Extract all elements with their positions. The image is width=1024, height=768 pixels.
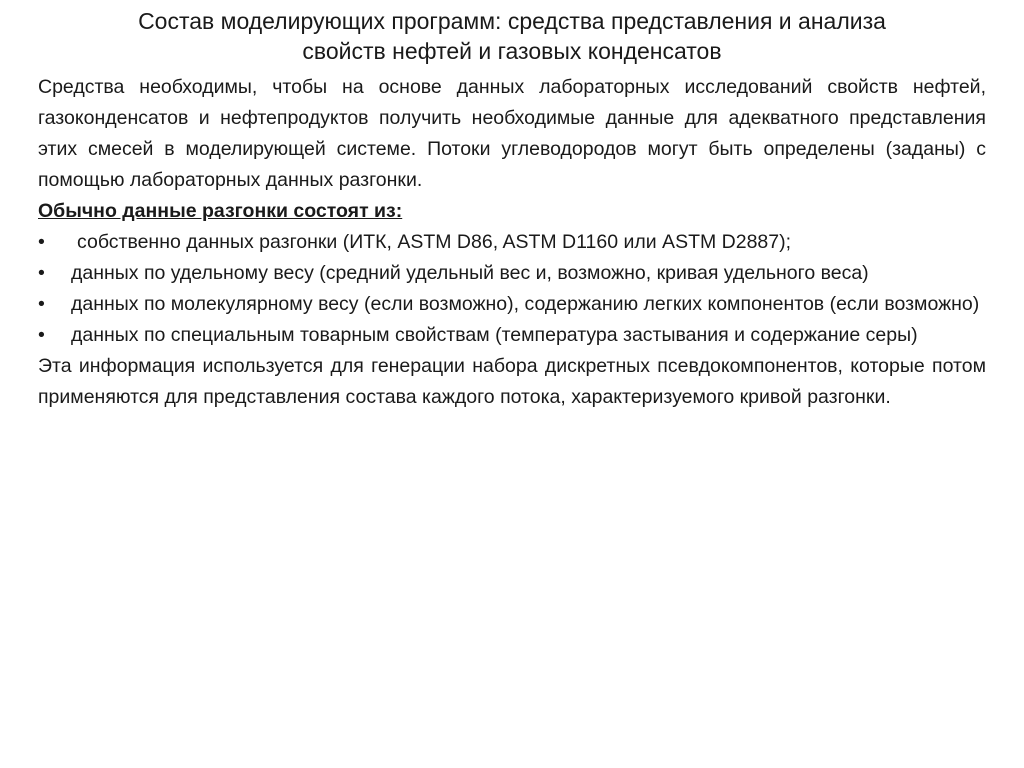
bullet-text: данных по молекулярному весу (если возможно), содержанию легких компонентов (если возможно) <box>71 293 980 315</box>
list-item <box>38 258 986 289</box>
bullet-icon: • <box>38 231 45 253</box>
bullet-list <box>38 227 986 351</box>
intro-paragraph: Средства необходимы, чтобы на основе данных лабораторных исследований свойств нефтей, газоконденсатов и нефтепродуктов получить необходимые данные для адекватного представления этих смесей в моделирующей системе. Потоки углеводородов могут быть определены (заданы) с помощью лабораторных данных разгонки. <box>38 76 986 191</box>
list-item <box>38 289 986 320</box>
bullet-text: данных по специальным товарным свойствам (температура застывания и содержание серы) <box>71 324 918 346</box>
slide-content <box>38 6 986 413</box>
bullet-text: данных по удельному весу (средний удельный вес и, возможно, кривая удельного веса) <box>71 262 869 284</box>
list-item <box>38 227 986 258</box>
slide-title <box>38 6 986 66</box>
list-item <box>38 320 986 351</box>
conclusion-paragraph: Эта информация используется для генерации набора дискретных псевдокомпонентов, которые потом применяются для представления состава каждого потока, характеризуемого кривой разгонки. <box>38 355 986 408</box>
slide-title-line-1: Состав моделирующих программ: средства представления и анализа <box>138 8 886 34</box>
bullet-text: собственно данных разгонки (ИТК, ASTM D86, ASTM D1160 или ASTM D2887); <box>77 231 792 253</box>
bullet-icon: • <box>38 293 45 315</box>
bullet-icon: • <box>38 324 45 346</box>
slide-title-line-2: свойств нефтей и газовых конденсатов <box>302 38 722 64</box>
list-heading: Обычно данные разгонки состоят из: <box>38 200 403 222</box>
bullet-icon: • <box>38 262 45 284</box>
